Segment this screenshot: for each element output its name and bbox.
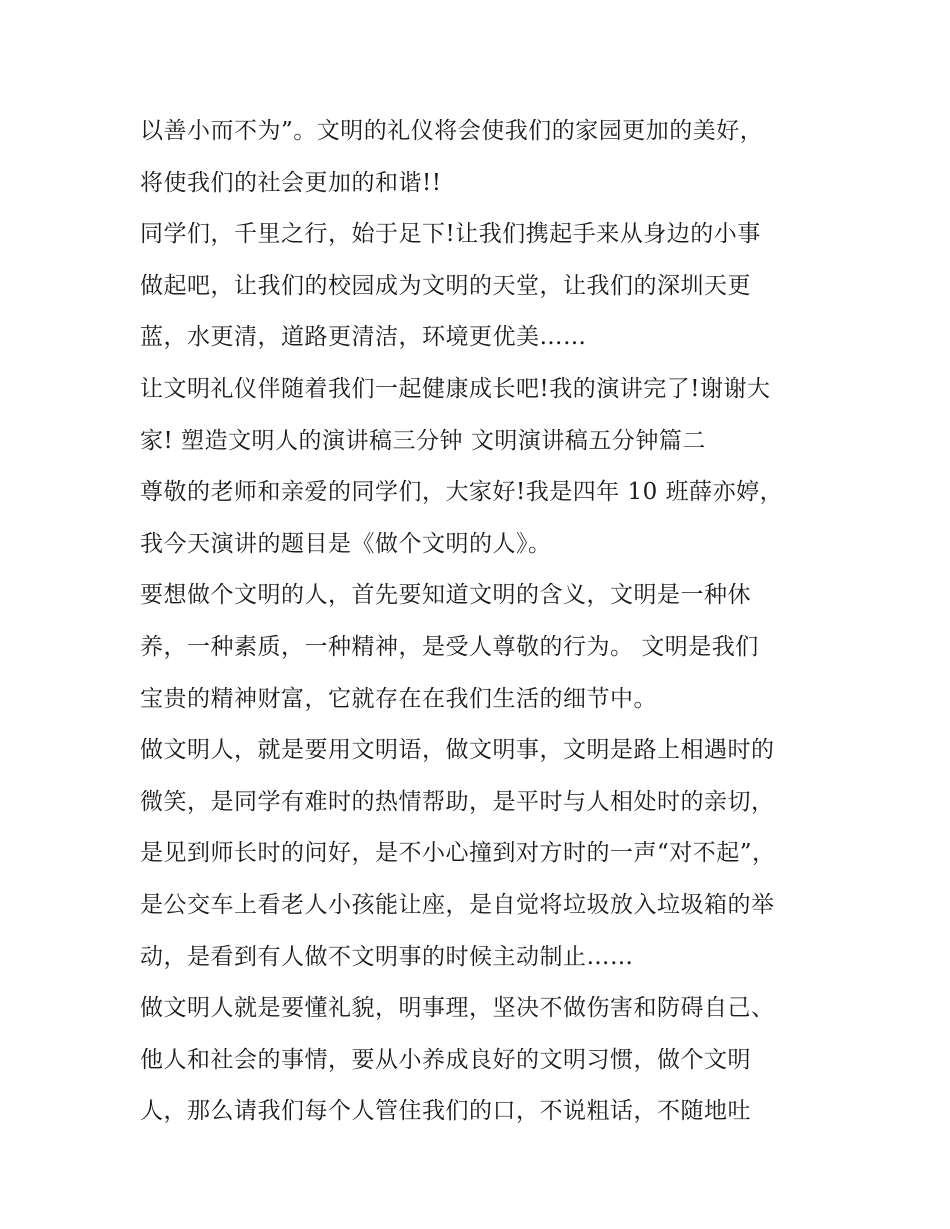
text-line: 做起吧，让我们的校园成为文明的天堂，让我们的深圳天更 [140,272,751,299]
text-line: 蓝，水更清，道路更清洁，环境更优美…… [140,324,587,351]
text-line: 动，是看到有人做不文明事的时候主动制止…… [140,943,634,970]
text-line: 人，那么请我们每个人管住我们的口，不说粗话，不随地吐 [140,1098,751,1125]
text-line: 同学们，千里之行，始于足下!让我们携起手来从身边的小事 [140,221,761,248]
text-line: 将使我们的社会更加的和谐!! [140,169,442,196]
text-line: 是公交车上看老人小孩能让座，是自觉将垃圾放入垃圾箱的举 [140,891,775,918]
text-line: 尊敬的老师和亲爱的同学们，大家好!我是四年 10 班薛亦婷， [140,479,784,506]
text-line: 宝贵的精神财富，它就存在在我们生活的细节中。 [140,685,657,712]
text-line: 养，一种素质，一种精神，是受人尊敬的行为。 文明是我们 [140,633,759,660]
document-body [140,106,830,1138]
text-line: 以善小而不为”。文明的礼仪将会使我们的家园更加的美好， [140,118,764,144]
text-line: 做文明人，就是要用文明语，做文明事，文明是路上相遇时的 [140,737,775,764]
text-line: 是见到师长时的问好，是不小心撞到对方时的一声“对不起”， [140,840,776,867]
text-line: 我今天演讲的题目是《做个文明的人》。 [140,530,552,557]
text-line: 他人和社会的事情，要从小养成良好的文明习惯，做个文明 [140,1046,751,1073]
text-line: 微笑，是同学有难时的热情帮助，是平时与人相处时的亲切， [140,788,775,815]
text-line: 让文明礼仪伴随着我们一起健康成长吧!我的演讲完了!谢谢大 [140,375,771,402]
text-line: 家! 塑造文明人的演讲稿三分钟 文明演讲稿五分钟篇二 [140,427,706,454]
text-line: 要想做个文明的人，首先要知道文明的含义，文明是一种休 [140,582,751,609]
text-line: 做文明人就是要懂礼貌，明事理，坚决不做伤害和防碍自己、 [140,995,775,1022]
